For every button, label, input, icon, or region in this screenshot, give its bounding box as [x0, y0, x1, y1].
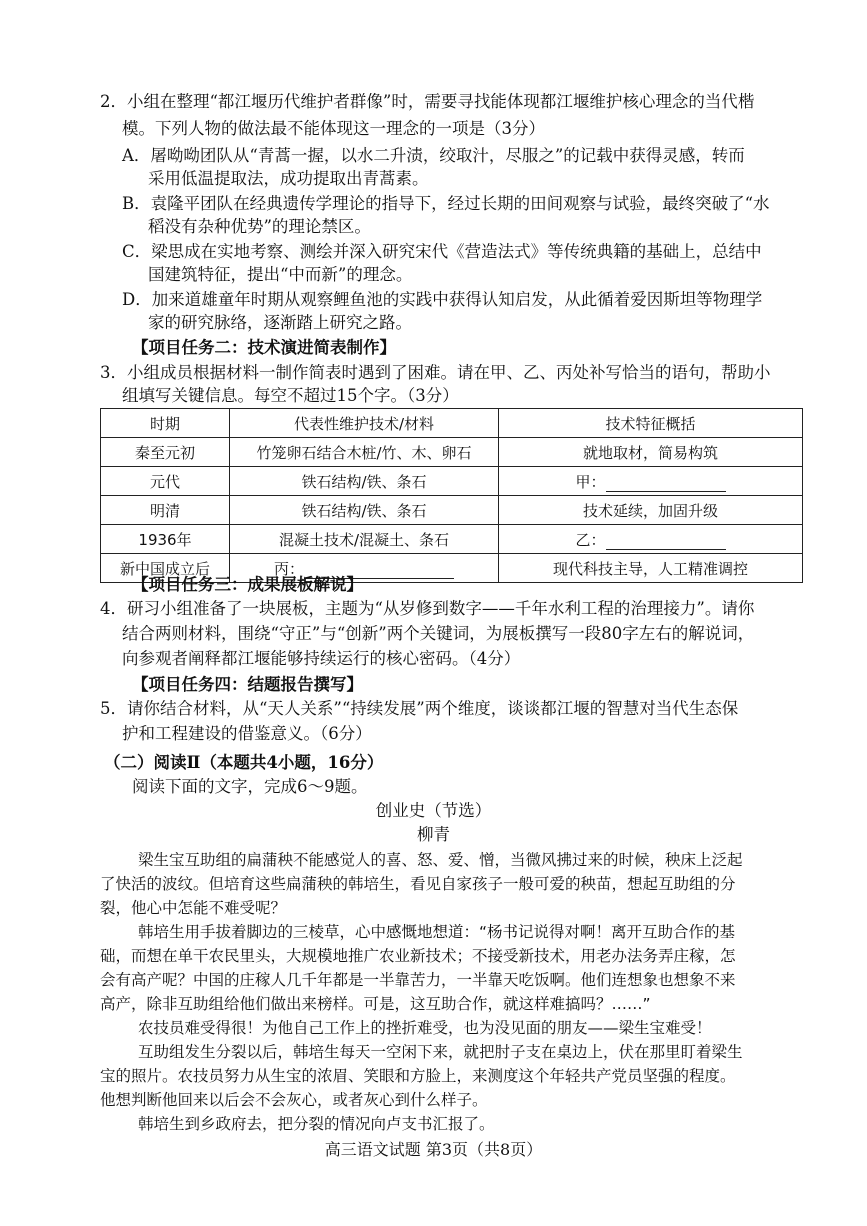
blank-jia-cell — [499, 467, 803, 496]
blank-line[interactable] — [606, 534, 726, 550]
paragraph-line: 梁生宝互助组的扁蒲秧不能感觉人的喜、怒、爱、憎，当微风拂过来的时候，秧床上泛起 — [138, 851, 743, 869]
table-row — [101, 496, 803, 525]
header-period: 时期 — [101, 409, 230, 438]
table-row — [101, 525, 803, 554]
q3-line2: 组填写关键信息。每空不超过15个字。（3分） — [122, 386, 459, 405]
table-cell: 就地取材，简易构筑 — [499, 438, 803, 467]
blank-yi-cell — [499, 525, 803, 554]
technology-table — [100, 408, 803, 583]
paragraph-line: 础，而想在单干农民里头，大规模地推广农业新技术；不接受新技术，用老办法务弄庄稼，怎 — [100, 947, 736, 965]
q2-option-c-cont: 国建筑特征，提出“中而新”的理念。 — [148, 265, 413, 284]
q2-line1: 2．小组在整理“都江堰历代维护者群像”时，需要寻找能体现都江堰维护核心理念的当代楷 — [100, 92, 755, 111]
paragraph-line: 会有高产呢？中国的庄稼人几千年都是一半靠苦力，一半靠天吃饭啊。他们连想象也想象不来 — [100, 971, 736, 989]
q2-line2: 模。下列人物的做法最不能体现这一理念的一项是（3分） — [122, 119, 545, 138]
table-cell: 秦至元初 — [101, 438, 230, 467]
paragraph-line: 高产，除非互助组给他们做出来榜样。可是，这互助合作，就这样难搞吗？……” — [100, 995, 651, 1013]
table-row — [101, 438, 803, 467]
table-cell: 铁石结构/铁、条石 — [230, 496, 499, 525]
q2-option-a-cont: 采用低温提取法，成功提取出青蒿素。 — [148, 169, 429, 188]
blank-line[interactable] — [606, 476, 726, 492]
q5-line2: 护和工程建设的借鉴意义。（6分） — [122, 724, 372, 743]
q2-option-d-cont: 家的研究脉络，逐渐踏上研究之路。 — [148, 313, 412, 332]
reading-instruction: 阅读下面的文字，完成6～9题。 — [132, 777, 368, 796]
paragraph-line: 韩培生用手拔着脚边的三棱草，心中感慨地想道：“杨书记说得对啊！离开互助合作的基 — [138, 923, 736, 941]
task2-header: 【项目任务二：技术演进简表制作】 — [132, 338, 396, 357]
table-cell: 新中国成立后 — [101, 554, 230, 583]
q2-option-b-cont: 稻没有杂种优势”的理论禁区。 — [148, 217, 371, 236]
task4-header: 【项目任务四：结题报告撰写】 — [132, 675, 363, 694]
task3-header: 【项目任务三：成果展板解说】 — [132, 575, 363, 594]
section-heading: （二）阅读Ⅱ（本题共4小题，16分） — [104, 753, 384, 772]
q3-line1: 3．小组成员根据材料一制作简表时遇到了困难。请在甲、乙、丙处补写恰当的语句，帮助小 — [100, 363, 771, 382]
table-cell: 铁石结构/铁、条石 — [230, 467, 499, 496]
table-header-row — [101, 409, 803, 438]
q5-line1: 5．请你结合材料，从“天人关系”“持续发展”两个维度，谈谈都江堰的智慧对当代生态保 — [100, 699, 739, 718]
q2-option-b: B．袁隆平团队在经典遗传学理论的指导下，经过长期的田间观察与试验，最终突破了“水 — [122, 194, 770, 213]
q4-line1: 4．研习小组准备了一块展板，主题为“从岁修到数字——千年水利工程的治理接力”。请你 — [100, 599, 755, 618]
blank-label: 乙： — [575, 530, 606, 549]
paragraph-line: 宝的照片。农技员努力从生宝的浓眉、笑眼和方脸上，来测度这个年轻共产党员坚强的程度。 — [100, 1067, 736, 1085]
paragraph-line: 互助组发生分裂以后，韩培生每天一空闲下来，就把肘子支在桌边上，伏在那里盯着梁生 — [138, 1043, 743, 1061]
header-technology: 代表性维护技术/材料 — [230, 409, 499, 438]
paragraph-line: 农技员难受得很！为他自己工作上的挫折难受，也为没见面的朋友——梁生宝难受！ — [138, 1019, 712, 1037]
q4-line3: 向参观者阐释都江堰能够持续运行的核心密码。（4分） — [122, 649, 521, 668]
table-cell: 技术延续，加固升级 — [499, 496, 803, 525]
blank-label: 丙： — [273, 559, 304, 578]
paragraph-line: 裂，他心中怎能不难受呢？ — [100, 899, 287, 917]
table-row — [101, 467, 803, 496]
table-cell: 竹笼卵石结合木桩/竹、木、卵石 — [230, 438, 499, 467]
page-footer: 高三语文试题 第3页（共8页） — [324, 1140, 543, 1159]
q2-option-a: A．屠呦呦团队从“青蒿一握，以水二升渍，绞取汁，尽服之”的记载中获得灵感，转而 — [122, 146, 745, 165]
q4-line2: 结合两则材料，围绕“守正”与“创新”两个关键词，为展板撰写一段80字左右的解说词， — [122, 624, 755, 643]
table-cell: 混凝土技术/混凝土、条石 — [230, 525, 499, 554]
article-author: 柳青 — [417, 825, 450, 844]
paragraph-line: 了快活的波纹。但培育这些扁蒲秧的韩培生，看见自家孩子一般可爱的秧苗，想起互助组的分 — [100, 875, 736, 893]
table-cell: 1936年 — [101, 525, 230, 554]
paragraph-line: 韩培生到乡政府去，把分裂的情况向卢支书汇报了。 — [138, 1115, 495, 1133]
q2-option-d: D．加来道雄童年时期从观察鲤鱼池的实践中获得认知启发，从此循着爱因斯坦等物理学 — [122, 290, 763, 309]
q2-option-c: C．梁思成在实地考察、测绘并深入研究宋代《营造法式》等传统典籍的基础上，总结中 — [122, 242, 762, 261]
table-cell: 现代科技主导，人工精准调控 — [499, 554, 803, 583]
blank-label: 甲： — [575, 472, 606, 491]
table-cell: 元代 — [101, 467, 230, 496]
table-cell: 明清 — [101, 496, 230, 525]
header-feature: 技术特征概括 — [499, 409, 803, 438]
article-title: 创业史（节选） — [375, 801, 492, 820]
paragraph-line: 他想判断他回来以后会不会灰心，或者灰心到什么样子。 — [100, 1091, 488, 1109]
